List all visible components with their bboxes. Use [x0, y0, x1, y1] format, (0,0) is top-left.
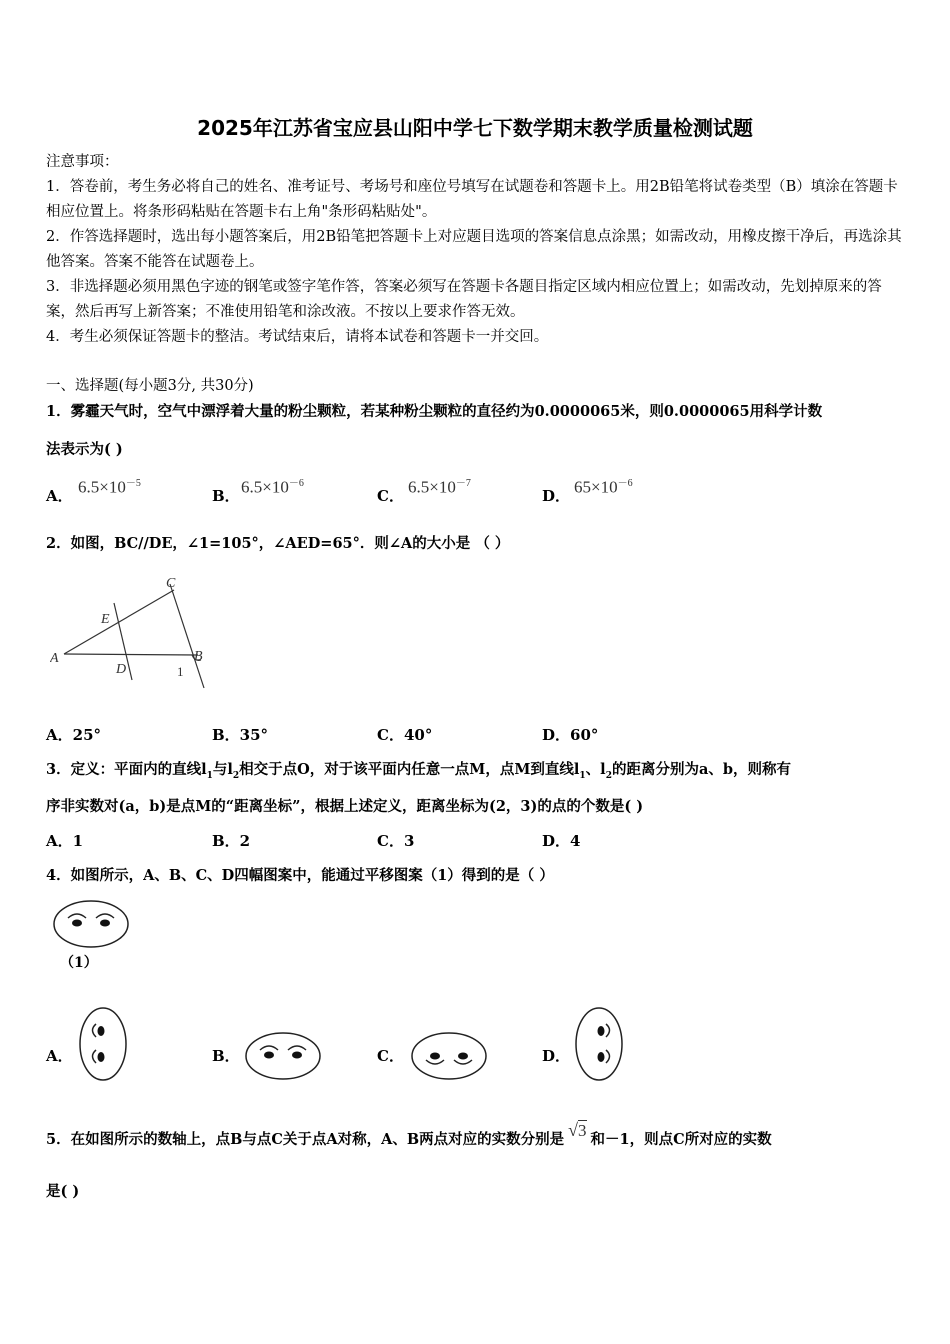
- q4-option-c-label: C．: [377, 1047, 404, 1065]
- q4-c-right-eye: [458, 1053, 468, 1060]
- q4-fig1-left-brow: [68, 914, 86, 918]
- q4-c-left-brow: [426, 1060, 444, 1064]
- q3-text-part2: 与l: [212, 761, 233, 778]
- q2-label-c: C: [166, 576, 176, 591]
- q2-option-c: C．40°: [377, 726, 433, 744]
- notice-item-1: 1．答卷前，考生务必将自己的姓名、准考证号、考场号和座位号填写在试题卷和答题卡上。用2B铅笔将试卷类型（B）填涂在答题卡相应位置上。将条形码粘贴在答题卡右上角"条形码粘贴处"。: [46, 179, 898, 220]
- q2-label-a: A: [50, 651, 59, 666]
- q4-figure-1-caption: （1）: [60, 955, 98, 971]
- q3-text-part3: 相交于点O，对于该平面内任意一点M，点M到直线l: [239, 761, 580, 778]
- q4-d-bottom-eye: [598, 1052, 605, 1062]
- q2-line-ab: [64, 654, 198, 655]
- q1-option-a-base: 6.5×10: [78, 477, 126, 497]
- q1-option-d: [542, 485, 570, 506]
- q5-text-line1: [46, 1120, 908, 1149]
- q1-option-d-exp: －6: [617, 478, 633, 489]
- q4-fig1-left-eye: [72, 920, 82, 927]
- notice-heading: 注意事项：: [46, 154, 119, 170]
- q4-c-left-eye: [430, 1053, 440, 1060]
- q4-d-bottom-brow: [606, 1050, 610, 1063]
- q3-text-line2: 序非实数对(a，b)是点M的“距离坐标”，根据上述定义，距离坐标为(2，3)的点的个数是( ): [46, 798, 644, 815]
- q1-option-d-value: [574, 474, 633, 498]
- q2-option-b: B．35°: [212, 726, 269, 744]
- q2-text: 2．如图，BC//DE，∠1=105°，∠AED=65°．则∠A的大小是 （ ）: [46, 535, 510, 552]
- q4-d-top-brow: [606, 1024, 610, 1037]
- q3-text-part5: 的距离分别为a、b，则称有: [611, 761, 791, 778]
- q3-option-c: C．3: [377, 832, 415, 850]
- q3-option-b: B．2: [212, 832, 251, 850]
- q1-option-b-exp: －6: [288, 478, 304, 489]
- q4-d-outline: [576, 1008, 622, 1080]
- q1-option-a: [46, 485, 73, 506]
- q1-option-b-base: 6.5×10: [241, 477, 289, 497]
- q3-option-d: D．4: [542, 832, 581, 850]
- q1-option-c: [377, 485, 404, 506]
- notice-item-2: 2．作答选择题时，选出每小题答案后，用2B铅笔把答题卡上对应题目选项的答案信息点涂黑；如需改动，用橡皮擦干净后，再选涂其他答案。答案不能答在试题卷上。: [46, 229, 902, 270]
- q1-option-b: [212, 485, 240, 506]
- q4-option-b-face: [243, 1030, 325, 1082]
- q4-b-right-eye: [292, 1052, 302, 1059]
- q1-option-c-exp: －7: [455, 478, 471, 489]
- q4-option-a-face: [78, 1006, 130, 1084]
- q1-option-a-value: [78, 474, 141, 498]
- q1-option-b-value: [241, 474, 304, 498]
- q1-option-d-label: D．: [542, 487, 571, 505]
- q4-c-right-brow: [454, 1060, 472, 1064]
- q4-option-c-face: [409, 1030, 491, 1082]
- section-heading: 一、选择题(每小题3分, 共30分): [46, 378, 254, 394]
- q3-sub-1: 1: [206, 770, 213, 781]
- notice-block: [46, 150, 908, 350]
- q1-option-c-value: [408, 474, 471, 498]
- q4-option-d-face: [573, 1006, 625, 1084]
- q1-option-c-base: 6.5×10: [408, 477, 456, 497]
- q3-text-part1: 3．定义：平面内的直线l: [46, 761, 207, 778]
- q5-text-line2: 是( ): [46, 1183, 80, 1200]
- q1-text-line1: 1．雾霾天气时，空气中漂浮着大量的粉尘颗粒，若某种粉尘颗粒的直径约为0.0000065米，则0.0000065用科学计数: [46, 403, 823, 420]
- q2-label-e: E: [101, 612, 110, 627]
- q4-figure-1-face: [52, 898, 132, 950]
- q3-text-part4: 、l: [585, 761, 606, 778]
- q4-fig1-right-brow: [96, 914, 114, 918]
- q4-option-d-label: D．: [542, 1047, 571, 1065]
- q5-text-part2: 和－1，则点C所对应的实数: [590, 1131, 772, 1148]
- q3-option-a: A．1: [46, 832, 84, 850]
- q3-text-line1: [46, 758, 908, 781]
- q1-option-c-label: C．: [377, 487, 404, 505]
- q4-a-top-eye: [98, 1026, 105, 1036]
- page-title: 2025年江苏省宝应县山阳中学七下数学期末教学质量检测试题: [197, 116, 753, 140]
- q4-b-left-brow: [260, 1046, 278, 1050]
- notice-item-3: 3．非选择题必须用黑色字迹的钢笔或签字笔作答，答案必须写在答题卡各题目指定区域内相应位置上；如需改动，先划掉原来的答案，然后再写上新答案；不准使用铅笔和涂改液。不按以上要求作答无效。: [46, 279, 882, 320]
- q4-a-bottom-brow: [93, 1050, 97, 1063]
- q4-fig1-outline: [54, 901, 128, 947]
- q2-option-d: D．60°: [542, 726, 599, 744]
- q4-b-outline: [246, 1033, 320, 1079]
- q4-b-left-eye: [264, 1052, 274, 1059]
- q4-a-bottom-eye: [98, 1052, 105, 1062]
- q2-line-bc: [170, 584, 204, 688]
- q1-option-b-label: B．: [212, 487, 240, 505]
- q4-option-a-label: A．: [46, 1047, 73, 1065]
- q5-sqrt-radicand: 3: [578, 1121, 587, 1140]
- q4-a-top-brow: [93, 1024, 97, 1037]
- q1-option-a-exp: －5: [125, 478, 141, 489]
- notice-item-4: 4．考生必须保证答题卡的整洁。考试结束后，请将本试卷和答题卡一并交回。: [46, 329, 549, 345]
- q2-option-a: A．25°: [46, 726, 102, 744]
- q4-fig1-right-eye: [100, 920, 110, 927]
- q5-text-part1: 5．在如图所示的数轴上，点B与点C关于点A对称，A、B两点对应的实数分别是: [46, 1131, 565, 1148]
- q4-text: 4．如图所示，A、B、C、D四幅图案中，能通过平移图案（1）得到的是（ ）: [46, 867, 554, 884]
- q2-label-angle-1: 1: [177, 664, 184, 679]
- q1-option-d-base: 65×10: [574, 477, 618, 497]
- q3-sub-3: 1: [579, 770, 586, 781]
- q3-sub-4: 2: [605, 770, 612, 781]
- q1-text-line2: 法表示为( ): [46, 441, 123, 458]
- q4-a-outline: [80, 1008, 126, 1080]
- q3-sub-2: 2: [232, 770, 240, 781]
- q2-label-d: D: [116, 662, 127, 677]
- q4-c-outline: [412, 1033, 486, 1079]
- q2-label-b: B: [194, 649, 203, 664]
- q5-sqrt-expression: √3: [568, 1120, 587, 1140]
- q4-option-b-label: B．: [212, 1047, 240, 1065]
- q1-option-a-label: A．: [46, 487, 73, 505]
- q2-triangle-figure: [50, 570, 220, 695]
- q4-b-right-brow: [288, 1046, 306, 1050]
- q4-d-top-eye: [598, 1026, 605, 1036]
